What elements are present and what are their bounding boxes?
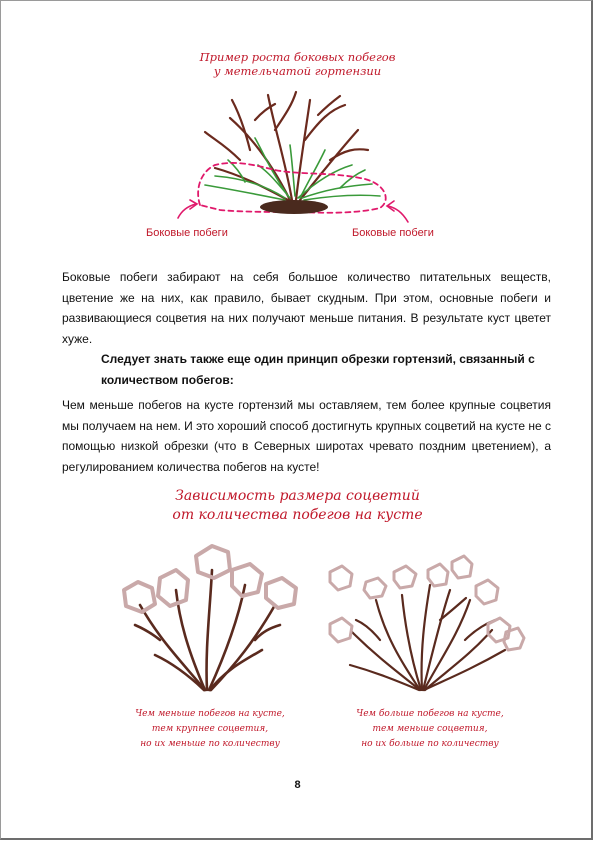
figure-bottom-title-line-1: Зависимость размера соцветий (175, 488, 420, 504)
soil-mound (260, 200, 328, 214)
caption-left-line-1: Чем меньше побегов на кусте, (135, 709, 285, 719)
caption-right-line-2: тем меньше соцветия, (372, 724, 488, 734)
page-number: 8 (294, 779, 301, 791)
side-shoots-label-left: Боковые побеги (146, 227, 228, 239)
paragraph-principle-bold: Следует знать также еще один принцип обрезки гортензий, связанный с количеством побегов: (101, 352, 535, 387)
bush-few-shoots (124, 546, 296, 690)
figure-top-title-line-1: Пример роста боковых побегов (199, 50, 396, 64)
paragraph-shoot-count: Чем меньше побегов на кусте гортензий мы оставляем, тем более крупные соцветия мы получаем на нем. И это хороший способ достигнуть крупных соцветий на кусте не с помощью низкой обрезки (что в Северных широтах чревато поздним цветением), а регулированием количества побегов на кусте! (62, 398, 551, 474)
green-shoots (205, 138, 380, 200)
side-shoots-illustration (0, 0, 595, 250)
caption-left-line-3: но их меньше по количеству (140, 739, 280, 749)
caption-right-line-3: но их больше по количеству (361, 739, 499, 749)
caption-many-shoots (330, 707, 530, 752)
caption-few-shoots (110, 707, 310, 752)
bush-many-shoots (330, 556, 524, 690)
caption-left-line-2: тем крупнее соцветия, (151, 724, 269, 734)
figure-top-title-line-2: у метельчатой гортензии (213, 64, 382, 79)
paragraph-side-shoots: Боковые побеги забирают на себя большое количество питательных веществ, цветение же на них, как правило, бывает скудным. При этом, основные побеги и развивающиеся соцветия на них получают меньше питания. В результате куст цветет хуже. (62, 270, 551, 346)
side-shoots-label-right: Боковые побеги (352, 227, 434, 239)
bush-comparison-illustration (0, 540, 595, 700)
figure-bottom-title-line-2: от количества побегов на кусте (172, 506, 423, 523)
caption-right-line-1: Чем больше побегов на кусте, (356, 709, 504, 719)
figure-bottom-title (0, 487, 595, 525)
